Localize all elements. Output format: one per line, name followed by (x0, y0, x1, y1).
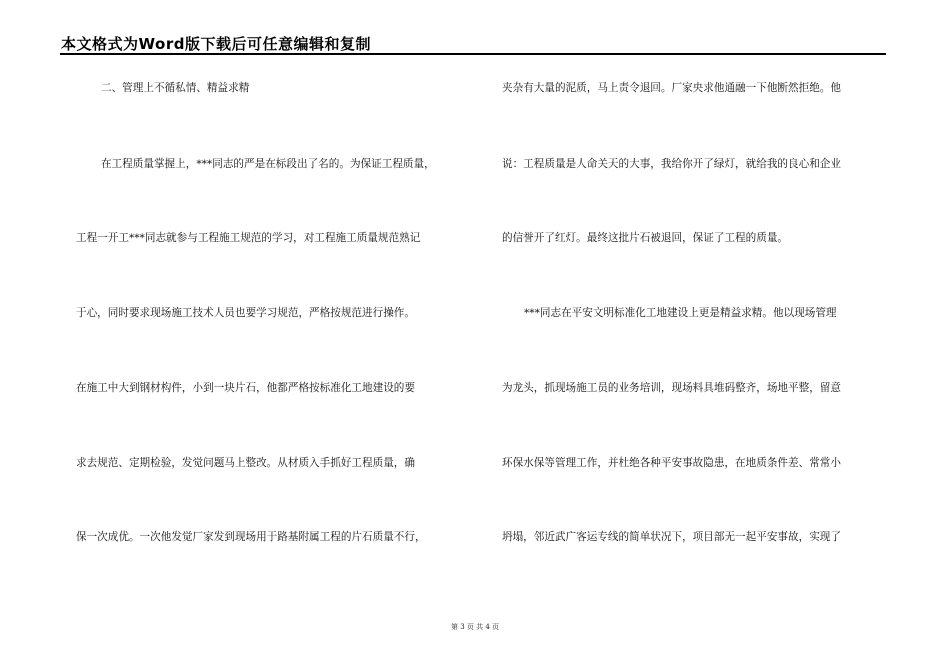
right-line-7: 坍塌，邻近武广客运专线的简单状况下，项目部无一起平安事故，实现了 (502, 531, 841, 543)
right-line-1: 夹杂有大量的泥质，马上责令退回。厂家央求他通融一下他断然拒绝。他 (502, 82, 841, 94)
right-line-6: 环保水保等管理工作，并杜绝各种平安事故隐患，在地质条件差、常常小 (502, 457, 841, 469)
left-line-1: 二、管理上不循私情、精益求精 (101, 82, 250, 94)
left-line-2: 在工程质量掌握上，***同志的严是在标段出了名的。为保证工程质量， (101, 158, 435, 170)
document-header-title: 本文格式为Word版下载后可任意编辑和复制 (61, 35, 371, 53)
right-line-3: 的信誉开了红灯。最终这批片石被退回，保证了工程的质量。 (502, 232, 789, 244)
right-line-4: ***同志在平安文明标准化工地建设上更是精益求精。他以现场管理 (524, 307, 837, 319)
left-line-4: 于心，同时要求现场施工技术人员也要学习规范，严格按规范进行操作。 (76, 307, 415, 319)
left-line-5: 在施工中大到钢材构件，小到一块片石，他都严格按标准化工地建设的要 (76, 382, 415, 394)
page-number: 第 3 页 共 4 页 (450, 623, 500, 631)
right-line-5: 为龙头，抓现场施工员的业务培训，现场料具堆码整齐，场地平整，留意 (502, 382, 841, 394)
right-line-2: 说：工程质量是人命关天的大事，我给你开了绿灯，就给我的良心和企业 (502, 158, 841, 170)
left-line-6: 求去规范、定期检验，发觉问题马上整改。从材质入手抓好工程质量，确 (76, 457, 415, 469)
header-divider (60, 53, 886, 55)
left-line-3: 工程一开工***同志就参与工程施工规范的学习，对工程施工质量规范熟记 (76, 232, 421, 244)
left-line-7: 保一次成优。一次他发觉厂家发到现场用于路基附属工程的片石质量不行， (76, 531, 426, 543)
